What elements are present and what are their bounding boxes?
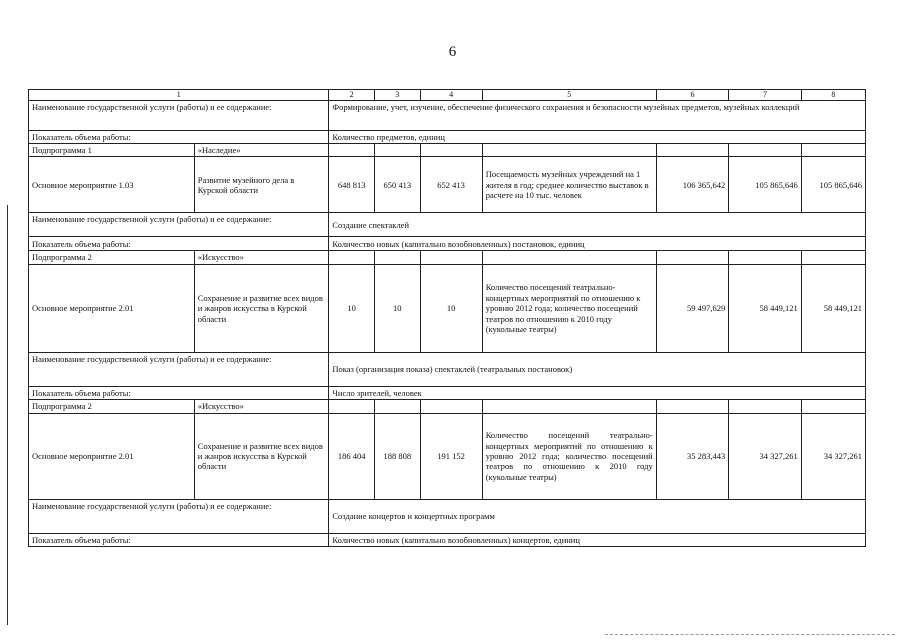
service-label: Наименование государственной услуги (работы) и ее содержание: bbox=[29, 499, 329, 533]
event-description: Сохранение и развитие всех видов и жанров искусства в Курской области bbox=[194, 413, 329, 499]
column-number: 4 bbox=[420, 90, 482, 101]
event-label: Основное мероприятие 1.03 bbox=[29, 157, 195, 213]
target-indicator: Посещаемость музейных учреждений на 1 жителя в год; среднее количество выставок в расчете на 10 тыс. человек bbox=[482, 157, 656, 213]
subprogram-label: Подпрограмма 2 bbox=[29, 400, 195, 413]
service-label: Наименование государственной услуги (работы) и ее содержание: bbox=[29, 213, 329, 237]
subprogram-row bbox=[29, 251, 866, 264]
indicator-row bbox=[29, 386, 866, 399]
target-indicator: Количество посещений театрально-концертных мероприятий по отношению к уровню 2012 года; количество посещений театров по отношению к 2010 году (кукольные театры) bbox=[482, 413, 656, 499]
subprogram-label: Подпрограмма 1 bbox=[29, 144, 195, 157]
event-row bbox=[29, 413, 866, 499]
event-description: Сохранение и развитие всех видов и жанров искусства в Курской области bbox=[194, 264, 329, 352]
column-number: 1 bbox=[29, 90, 329, 101]
event-row bbox=[29, 264, 866, 352]
service-label: Наименование государственной услуги (работы) и ее содержание: bbox=[29, 352, 329, 386]
service-row bbox=[29, 100, 866, 130]
value-col8: 58 449,121 bbox=[801, 264, 865, 352]
service-value: Показ (организация показа) спектаклей (театральных постановок) bbox=[329, 352, 866, 386]
column-number: 8 bbox=[801, 90, 865, 101]
program-table bbox=[28, 89, 866, 547]
value-col8: 105 865,646 bbox=[801, 157, 865, 213]
indicator-row bbox=[29, 237, 866, 251]
target-indicator: Количество посещений театрально-концертных мероприятий по отношению к уровню 2012 года; количество посещений театров по отношению к 2010 году (кукольные театры) bbox=[482, 264, 656, 352]
value-col7: 105 865,646 bbox=[729, 157, 802, 213]
subprogram-name: «Искусство» bbox=[194, 251, 329, 264]
value-col2: 648 813 bbox=[329, 157, 375, 213]
value-col4: 652 413 bbox=[420, 157, 482, 213]
value-col4: 191 152 bbox=[420, 413, 482, 499]
value-col6: 59 497,629 bbox=[656, 264, 729, 352]
value-col2: 10 bbox=[329, 264, 375, 352]
indicator-value: Количество новых (капитально возобновленных) постановок, единиц bbox=[329, 237, 866, 251]
indicator-label: Показатель объема работы: bbox=[29, 386, 329, 399]
value-col8: 34 327,261 bbox=[801, 413, 865, 499]
value-col3: 650 413 bbox=[374, 157, 420, 213]
event-row bbox=[29, 157, 866, 213]
scan-bottom-artifact bbox=[605, 634, 895, 636]
indicator-row bbox=[29, 130, 866, 143]
scan-margin-line bbox=[7, 205, 8, 625]
indicator-value: Число зрителей, человек bbox=[329, 386, 866, 399]
value-col3: 188 808 bbox=[374, 413, 420, 499]
event-label: Основное мероприятие 2.01 bbox=[29, 264, 195, 352]
service-label: Наименование государственной услуги (работы) и ее содержание: bbox=[29, 100, 329, 130]
column-number: 7 bbox=[729, 90, 802, 101]
value-col3: 10 bbox=[374, 264, 420, 352]
indicator-label: Показатель объема работы: bbox=[29, 130, 329, 143]
subprogram-name: «Искусство» bbox=[194, 400, 329, 413]
indicator-label: Показатель объема работы: bbox=[29, 533, 329, 546]
column-number: 6 bbox=[656, 90, 729, 101]
column-number: 5 bbox=[482, 90, 656, 101]
indicator-label: Показатель объема работы: bbox=[29, 237, 329, 251]
subprogram-row bbox=[29, 400, 866, 413]
column-number: 3 bbox=[374, 90, 420, 101]
service-row bbox=[29, 213, 866, 237]
column-number-row bbox=[29, 90, 866, 101]
event-label: Основное мероприятие 2.01 bbox=[29, 413, 195, 499]
subprogram-label: Подпрограмма 2 bbox=[29, 251, 195, 264]
indicator-value: Количество предметов, единиц bbox=[329, 130, 866, 143]
service-value: Создание концертов и концертных программ bbox=[329, 499, 866, 533]
subprogram-name: «Наследие» bbox=[194, 144, 329, 157]
value-col6: 106 365,642 bbox=[656, 157, 729, 213]
page-number: 6 bbox=[448, 44, 457, 60]
service-value: Создание спектаклей bbox=[329, 213, 866, 237]
subprogram-row bbox=[29, 144, 866, 157]
indicator-row bbox=[29, 533, 866, 546]
indicator-value: Количество новых (капитально возобновленных) концертов, единиц bbox=[329, 533, 866, 546]
value-col7: 58 449,121 bbox=[729, 264, 802, 352]
value-col6: 35 283,443 bbox=[656, 413, 729, 499]
value-col7: 34 327,261 bbox=[729, 413, 802, 499]
value-col4: 10 bbox=[420, 264, 482, 352]
column-number: 2 bbox=[329, 90, 375, 101]
service-row bbox=[29, 499, 866, 533]
service-value: Формирование, учет, изучение, обеспечение физического сохранения и безопасности музейных предметов, музейных коллекций bbox=[329, 100, 866, 130]
service-row bbox=[29, 352, 866, 386]
event-description: Развитие музейного дела в Курской области bbox=[194, 157, 329, 213]
value-col2: 186 404 bbox=[329, 413, 375, 499]
